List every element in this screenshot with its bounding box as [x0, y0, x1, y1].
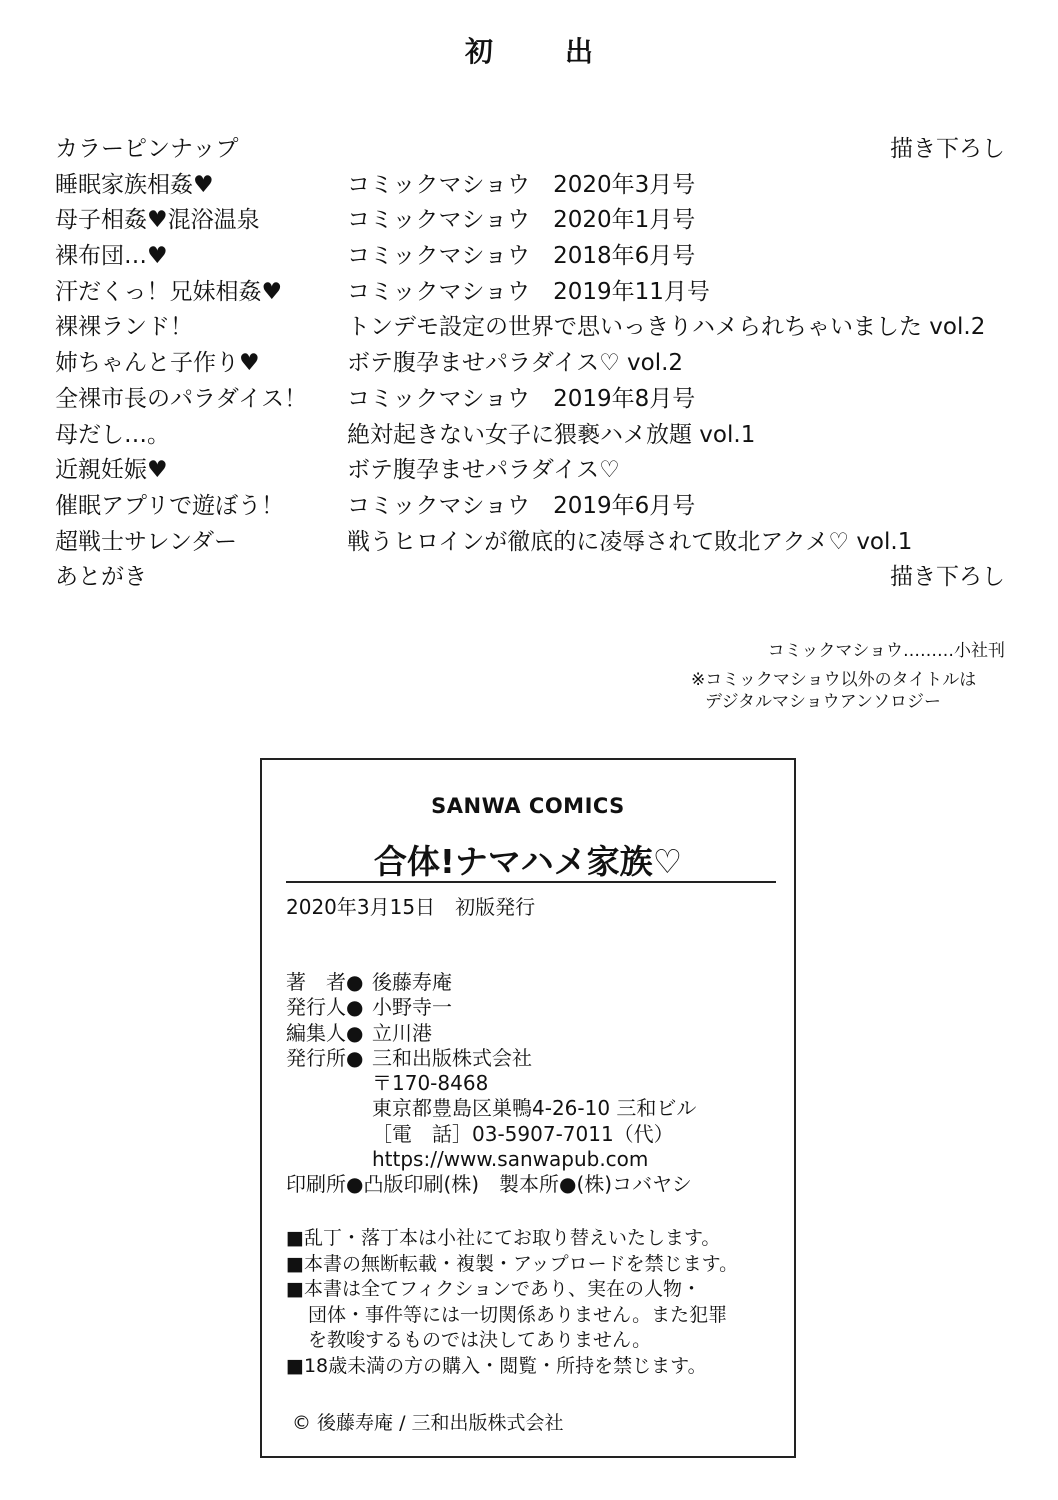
credit-source: 描き下ろし — [890, 136, 1005, 162]
title-divider — [286, 881, 776, 883]
credit-title: 近親妊娠♥ — [55, 457, 168, 484]
page-heading: 初 出 — [464, 35, 615, 68]
credit-source: コミックマショウ 2018年6月号 — [347, 243, 696, 270]
credit-row — [55, 418, 1005, 454]
credit-row — [55, 203, 1005, 239]
credit-source: コミックマショウ 2020年1月号 — [347, 207, 696, 234]
staff-publishing-house: 発行所● 三和出版株式会社 — [286, 1045, 532, 1070]
book-title: 合体!ナマハメ家族♡ — [373, 842, 683, 881]
phone: ［電 話］03-5907-7011（代） — [372, 1121, 674, 1146]
credit-title: 全裸市長のパラダイス！ — [55, 385, 308, 412]
notice-item: ■乱丁・落丁本は小社にてお取り替えいたします。 — [286, 1227, 721, 1249]
credits-list — [55, 132, 1005, 596]
notice-item: を教唆するものでは決してありません。 — [308, 1329, 652, 1351]
copyright: © 後藤寿庵 / 三和出版株式会社 — [292, 1412, 564, 1434]
credit-row — [55, 346, 1005, 382]
publication-notes — [685, 637, 1005, 713]
credit-row — [55, 132, 1005, 168]
publication-date: 2020年3月15日 初版発行 — [286, 895, 536, 919]
printing-info: 印刷所●凸版印刷(株) 製本所●(株)コバヤシ — [286, 1172, 692, 1197]
notice-item: 団体・事件等には一切関係ありません。また犯罪 — [308, 1303, 728, 1326]
credit-source: トンデモ設定の世界で思いっきりハメられちゃいました vol.2 — [347, 314, 986, 341]
website-link[interactable]: https://www.sanwapub.com — [372, 1147, 649, 1172]
credit-row — [55, 275, 1005, 311]
postal-code: 〒170-8468 — [372, 1071, 489, 1096]
credit-source: コミックマショウ 2019年8月号 — [347, 385, 696, 412]
other-titles-note-cont: デジタルマショウアンソロジー — [705, 692, 941, 712]
credit-source: ボテ腹孕ませパラダイス♡ — [347, 457, 620, 484]
credit-row — [55, 560, 1005, 596]
address: 東京都豊島区巣鴨4-26-10 三和ビル — [372, 1096, 697, 1121]
credit-row — [55, 382, 1005, 418]
notices — [286, 1226, 796, 1379]
credit-row — [55, 489, 1005, 525]
credit-row — [55, 525, 1005, 561]
credit-row — [55, 239, 1005, 275]
credit-source: 絶対起きない女子に猥褻ハメ放題 vol.1 — [347, 421, 756, 448]
credit-source: コミックマショウ 2020年3月号 — [347, 171, 696, 198]
notice-item: ■18歳未満の方の購入・閲覧・所持を禁じます。 — [286, 1354, 707, 1377]
credit-title: カラーピンナップ — [55, 136, 239, 162]
credit-source: 戦うヒロインが徹底的に凌辱されて敗北アクメ♡ vol.1 — [347, 528, 913, 555]
credit-source: コミックマショウ 2019年11月号 — [347, 278, 710, 305]
credit-title: 裸裸ランド！ — [55, 314, 193, 341]
credit-title: 汗だくっ！兄妹相姦♥ — [55, 278, 283, 305]
credit-title: 母だし…。 — [55, 421, 170, 448]
credit-source: コミックマショウ 2019年6月号 — [347, 492, 696, 519]
credit-title: 母子相姦♥混浴温泉 — [55, 207, 260, 234]
notice-item: ■本書は全てフィクションであり、実在の人物・ — [286, 1278, 702, 1300]
staff-list — [286, 970, 696, 1198]
credit-title: 超戦士サレンダー — [55, 528, 238, 555]
other-titles-note: ※コミックマショウ以外のタイトルは — [691, 670, 977, 690]
notice-item: ■本書の無断転載・複製・アップロードを禁じます。 — [286, 1252, 739, 1275]
credit-row — [55, 310, 1005, 346]
staff-publisher: 発行人● 小野寺一 — [286, 995, 452, 1020]
publisher-note: コミックマショウ………小社刊 — [767, 641, 1005, 661]
credit-source: ボテ腹孕ませパラダイス♡ vol.2 — [347, 350, 684, 377]
credit-source: 描き下ろし — [890, 564, 1005, 591]
credit-row — [55, 168, 1005, 204]
credit-title: あとがき — [55, 564, 147, 591]
credit-title: 裸布団…♥ — [55, 243, 168, 270]
credit-title: 姉ちゃんと子作り♥ — [55, 350, 260, 377]
colophon-box — [260, 758, 796, 1458]
credit-title: 催眠アプリで遊ぼう！ — [55, 492, 285, 519]
staff-editor: 編集人● 立川港 — [286, 1020, 432, 1045]
credit-title: 睡眠家族相姦♥ — [55, 171, 214, 198]
credit-row — [55, 453, 1005, 489]
staff-author: 著 者● 後藤寿庵 — [286, 970, 452, 994]
imprint-brand: SANWA COMICS — [431, 794, 625, 818]
